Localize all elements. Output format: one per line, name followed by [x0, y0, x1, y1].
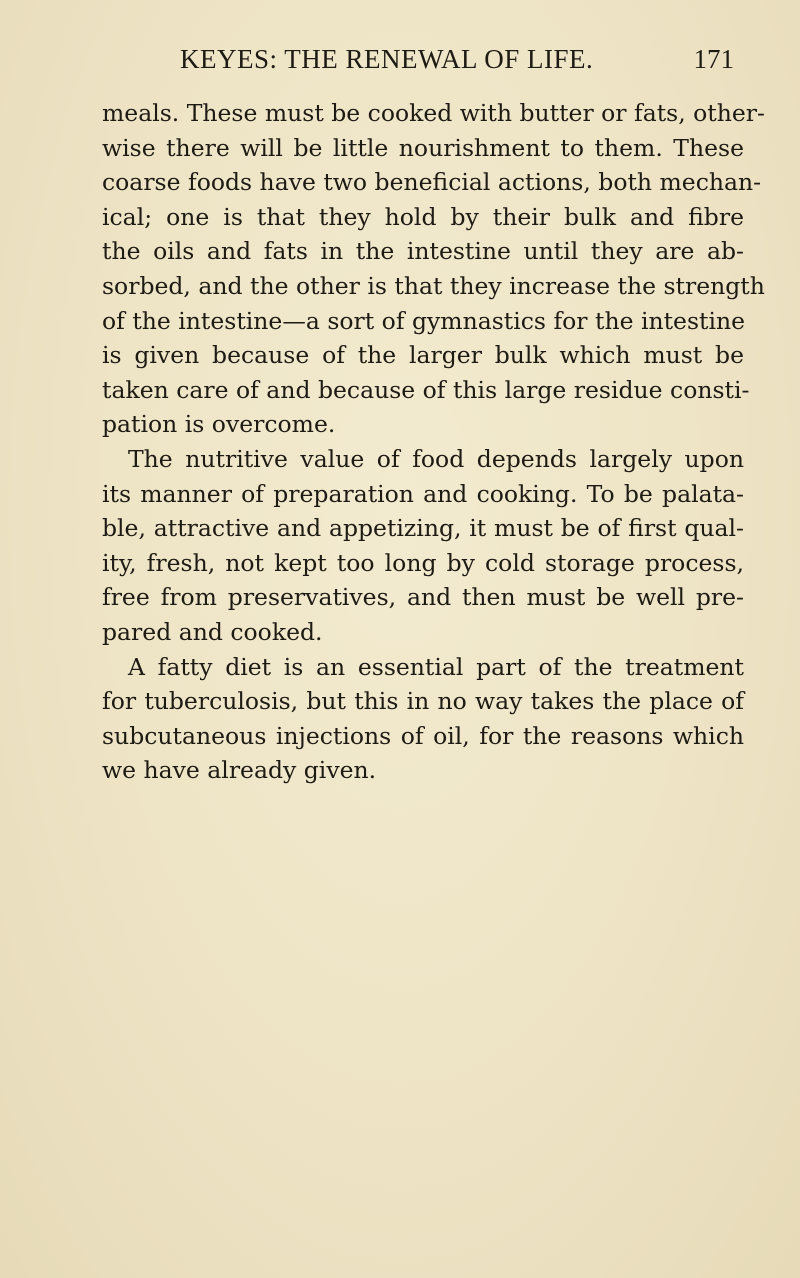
text-line: The nutritive value of food depends largely upon — [128, 444, 744, 473]
paragraph-2 — [102, 442, 744, 650]
text-line: the oils and fats in the intestine until they are ab- — [102, 237, 744, 266]
text-line: coarse foods have two beneficial actions, both mechan- — [102, 168, 762, 197]
text-line: ble, attractive and appetizing, it must be of first qual- — [102, 514, 744, 543]
body-text — [102, 96, 765, 788]
text-line: taken care of and because of this large residue consti- — [102, 375, 750, 404]
text-line: of the intestine—a sort of gymnastics for the intestine — [102, 306, 746, 335]
text-line: we have already given. — [102, 756, 377, 785]
text-line: subcutaneous injections of oil, for the reasons which — [102, 721, 744, 750]
text-line: wise there will be little nourishment to them. These — [102, 133, 744, 162]
text-line: ical; one is that they hold by their bulk and fibre — [102, 202, 744, 231]
paragraph-1 — [102, 96, 765, 442]
page-number: 171 — [693, 44, 734, 74]
paragraph-3 — [102, 650, 744, 788]
text-line: pared and cooked. — [102, 617, 323, 646]
text-line: for tuberculosis, but this in no way takes the place of — [102, 687, 744, 716]
text-line: free from preservatives, and then must be well pre- — [102, 583, 744, 612]
text-line: pation is overcome. — [102, 410, 336, 439]
text-line: meals. These must be cooked with butter or fats, other- — [102, 99, 765, 127]
text-line: ity, fresh, not kept too long by cold storage process, — [102, 548, 744, 577]
text-line: its manner of preparation and cooking. To be palata- — [102, 479, 744, 508]
running-head — [102, 44, 742, 84]
text-line: sorbed, and the other is that they increase the strength — [102, 271, 765, 300]
text-line: A fatty diet is an essential part of the treatment — [128, 652, 744, 681]
running-title: KEYES: THE RENEWAL OF LIFE. — [180, 44, 594, 74]
text-line: is given because of the larger bulk which must be — [102, 341, 744, 370]
